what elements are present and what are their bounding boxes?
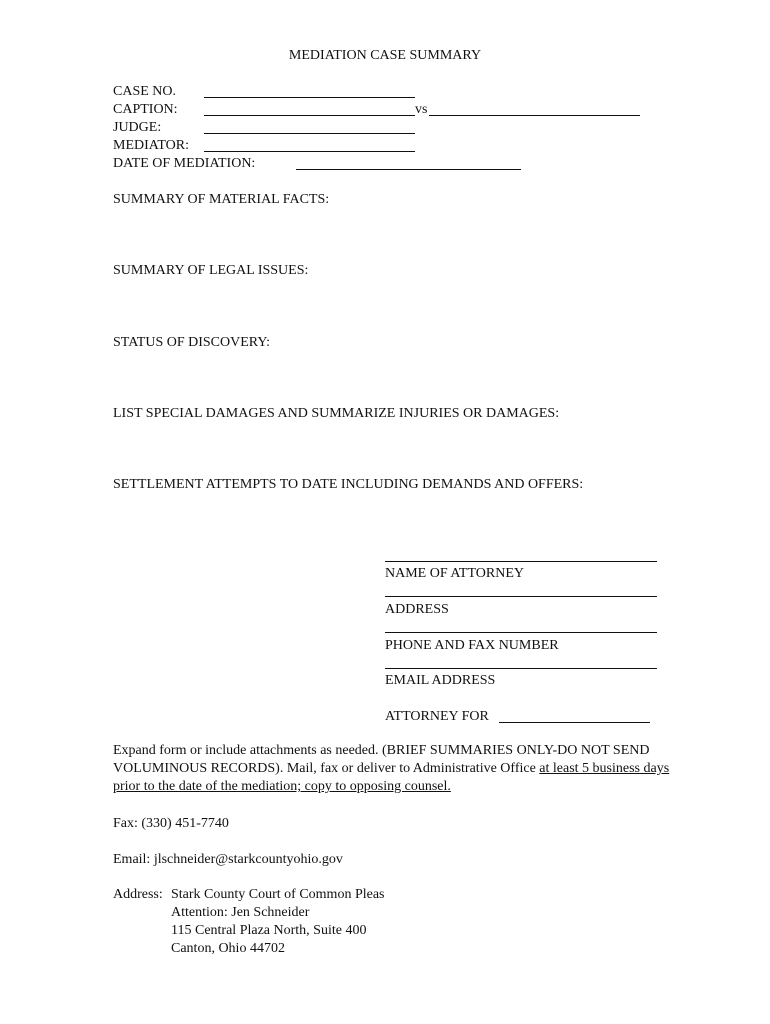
settlement-heading: SETTLEMENT ATTEMPTS TO DATE INCLUDING DEMANDS AND OFFERS: [113, 477, 584, 492]
caption-label: CAPTION: [113, 102, 178, 117]
address-line: Stark County Court of Common Pleas [171, 887, 385, 902]
legal-issues-heading: SUMMARY OF LEGAL ISSUES: [113, 263, 309, 278]
fax-number: Fax: (330) 451-7740 [113, 816, 229, 831]
attorney-name-field[interactable] [385, 561, 657, 562]
mediator-field[interactable] [204, 151, 415, 152]
case-no-field[interactable] [204, 97, 415, 98]
caption-plaintiff-field[interactable] [204, 115, 415, 116]
date-of-mediation-field[interactable] [296, 169, 521, 170]
instructions-text: Expand form or include attachments as needed. (BRIEF SUMMARIES ONLY-DO NOT SEND VOLUMINOUS RECORDS). Mail, fax or deliver to Administrative Office [113, 743, 650, 776]
contact-email: Email: jlschneider@starkcountyohio.gov [113, 852, 343, 867]
attorney-email-field[interactable] [385, 668, 657, 669]
attorney-address-label: ADDRESS [385, 602, 449, 617]
attorney-address-field[interactable] [385, 596, 657, 597]
material-facts-heading: SUMMARY OF MATERIAL FACTS: [113, 192, 330, 207]
caption-vs-label: vs [415, 102, 428, 117]
judge-field[interactable] [204, 133, 415, 134]
attorney-phone-field[interactable] [385, 632, 657, 633]
address-line: Attention: Jen Schneider [171, 905, 310, 920]
attorney-name-label: NAME OF ATTORNEY [385, 566, 524, 581]
attorney-for-field[interactable] [499, 722, 650, 723]
instructions-paragraph [113, 742, 673, 796]
mediator-label: MEDIATOR: [113, 138, 189, 153]
discovery-heading: STATUS OF DISCOVERY: [113, 335, 271, 350]
attorney-for-label: ATTORNEY FOR [385, 709, 489, 724]
page-title: MEDIATION CASE SUMMARY [288, 48, 482, 63]
address-line: Canton, Ohio 44702 [171, 941, 285, 956]
caption-defendant-field[interactable] [429, 115, 640, 116]
instructions-deadline: at least 5 business days prior to the date of the mediation; copy to opposing counsel. [113, 761, 670, 794]
judge-label: JUDGE: [113, 120, 162, 135]
attorney-phone-label: PHONE AND FAX NUMBER [385, 638, 559, 653]
date-of-mediation-label: DATE OF MEDIATION: [113, 156, 256, 171]
address-label: Address: [113, 887, 163, 902]
damages-heading: LIST SPECIAL DAMAGES AND SUMMARIZE INJURIES OR DAMAGES: [113, 406, 560, 421]
case-no-label: CASE NO. [113, 84, 177, 99]
attorney-email-label: EMAIL ADDRESS [385, 673, 496, 688]
address-line: 115 Central Plaza North, Suite 400 [171, 923, 367, 938]
